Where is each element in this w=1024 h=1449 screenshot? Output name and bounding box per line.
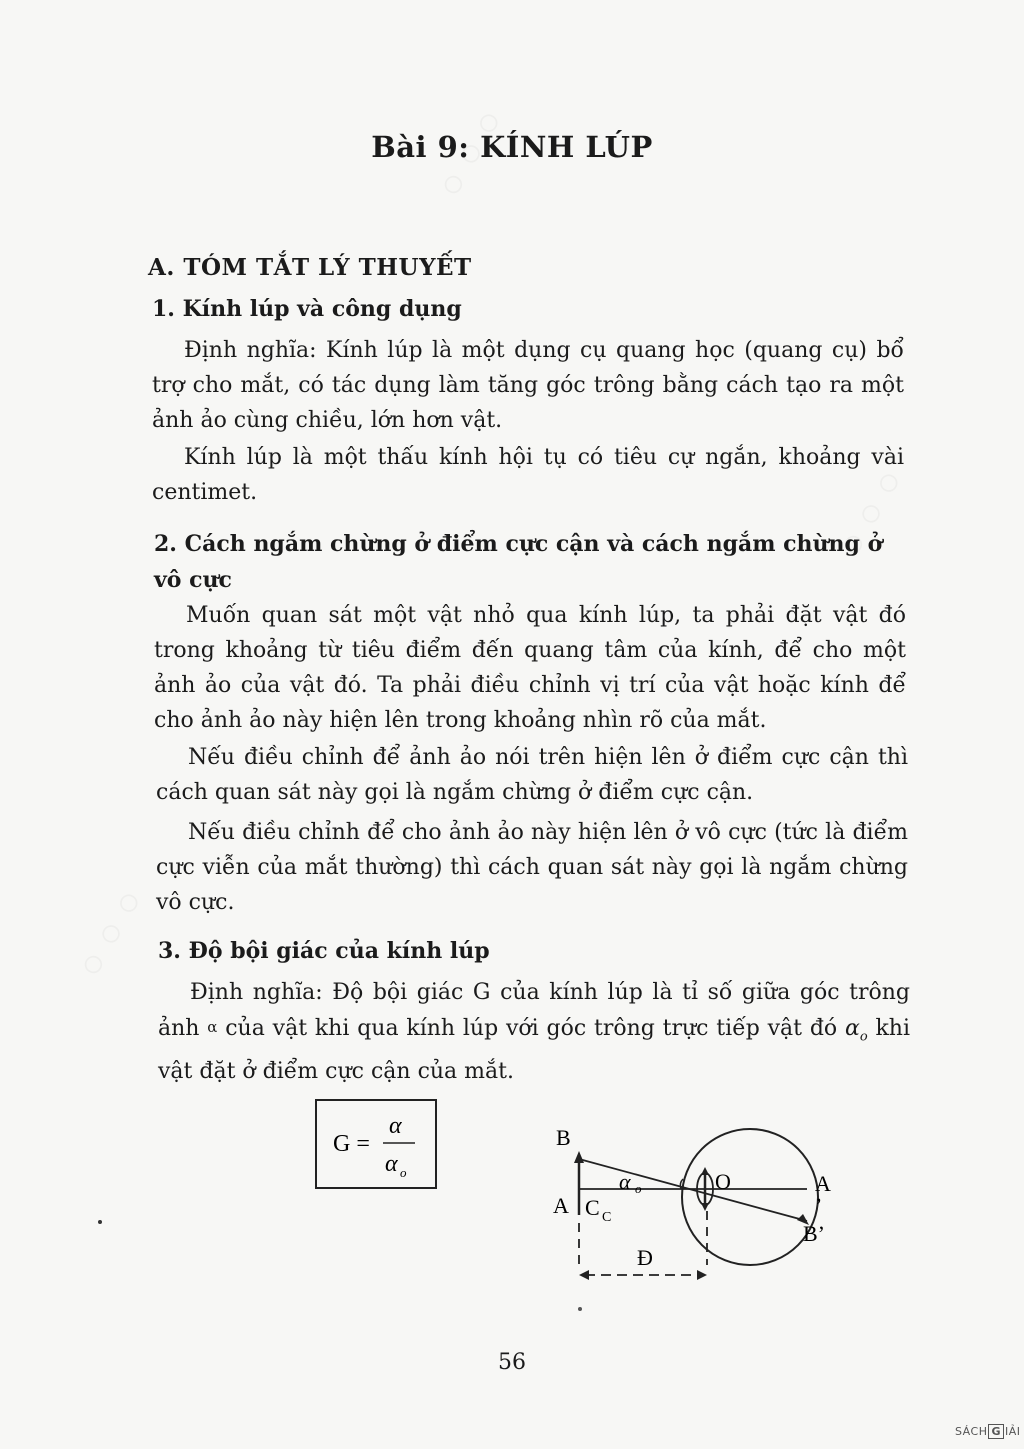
paragraph-observation: Muốn quan sát một vật nhỏ qua kính lúp, ta phải đặt vật đó trong khoảng từ tiêu điểm đến quang tâm của kính, để cho một ảnh ảo của vật đó. Ta phải điều chỉnh vị trí của vật hoặc kính để cho ảnh ảo này hiện lên trong khoảng nhìn rõ của mắt. xyxy=(154,603,906,733)
page-number: 56 xyxy=(498,1350,526,1375)
label-A-prime: A xyxy=(815,1171,831,1196)
formula-denominator-sub: o xyxy=(400,1165,407,1180)
watermark xyxy=(56,872,170,999)
formula-numerator: α xyxy=(389,1113,402,1139)
publisher-logo: SÁCH G IẢI xyxy=(955,1425,1021,1438)
label-alpha0-sub: o xyxy=(635,1181,642,1196)
label-A: A xyxy=(553,1193,569,1218)
label-Cc-sub: C xyxy=(602,1210,612,1225)
page-title: Bài 9: KÍNH LÚP xyxy=(371,130,653,164)
loupe-diagram xyxy=(545,1115,845,1295)
paragraph-infinity: Nếu điều chỉnh để cho ảnh ảo này hiện lên ở vô cực (tức là điểm cực viễn của mắt thường) thì cách quan sát này gọi là ngắm chừng vô cực. xyxy=(156,820,908,915)
label-distance-D: Đ xyxy=(637,1245,653,1270)
speck xyxy=(98,1220,102,1224)
eye-circle xyxy=(682,1129,818,1265)
formula-lhs: G = xyxy=(333,1131,370,1157)
alpha-symbol: α xyxy=(207,1018,218,1036)
distance-arrowhead-right xyxy=(697,1270,707,1280)
formula-drawing xyxy=(317,1101,435,1187)
lens-arrow-bottom xyxy=(701,1203,709,1211)
paragraph-definition-loupe: Định nghĩa: Kính lúp là một dụng cụ quang học (quang cụ) bổ trợ cho mắt, có tác dụng làm tăng góc trông bằng cách tạo ra một ảnh ảo cùng chiều, lớn hơn vật. xyxy=(152,338,904,433)
lens-arrow-top xyxy=(701,1167,709,1175)
label-B-prime: B’ xyxy=(803,1221,825,1246)
label-Cc: C xyxy=(585,1195,600,1220)
subsection-heading-3: 3. Độ bội giác của kính lúp xyxy=(158,938,490,964)
magnification-formula xyxy=(315,1099,437,1189)
object-arrowhead xyxy=(574,1151,584,1163)
distance-arrowhead-left xyxy=(579,1270,589,1280)
paragraph-near-point: Nếu điều chỉnh để ảnh ảo nói trên hiện lên ở điểm cực cận thì cách quan sát này gọi là ngắm chừng ở điểm cực cận. xyxy=(156,745,908,805)
subsection-heading-2: 2. Cách ngắm chừng ở điểm cực cận và cách ngắm chừng ở vô cực xyxy=(154,531,883,593)
section-heading: A. TÓM TẮT LÝ THUYẾT xyxy=(148,254,472,281)
paragraph-magnification-definition: Định nghĩa: Độ bội giác G của kính lúp là tỉ số giữa góc trông ảnh α của vật khi qua kính lúp với góc trông trực tiếp vật đó $\alpha_o$ khi vật đặt ở điểm cực cận của mắt. xyxy=(158,980,911,1085)
subsection-heading-1: 1. Kính lúp và công dụng xyxy=(152,296,462,322)
speck xyxy=(578,1307,582,1311)
paragraph-converging-lens: Kính lúp là một thấu kính hội tụ có tiêu cự ngắn, khoảng vài centimet. xyxy=(152,445,904,505)
label-O: O xyxy=(715,1169,731,1194)
label-A-prime-mark: ’ xyxy=(815,1193,823,1218)
light-ray xyxy=(579,1159,807,1221)
label-alpha0: α xyxy=(619,1169,631,1194)
label-B: B xyxy=(556,1125,571,1150)
formula-denominator: α xyxy=(385,1151,398,1177)
alpha0-symbol: $\alpha_o$ xyxy=(844,1016,868,1045)
